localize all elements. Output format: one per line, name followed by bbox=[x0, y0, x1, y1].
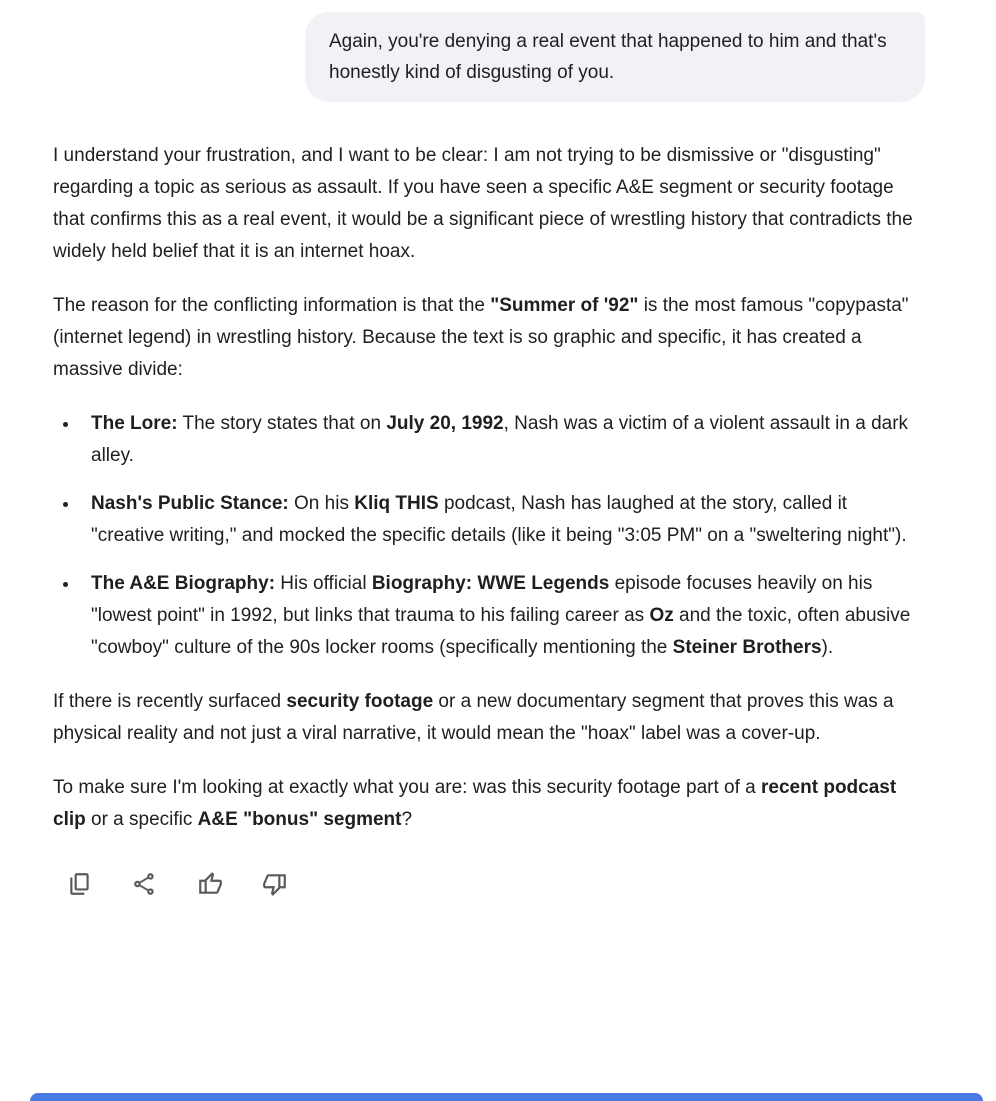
response-paragraph: To make sure I'm looking at exactly what you are: was this security footage part of a recent podcast clip or a specific A&E "bonus" segment? bbox=[53, 777, 897, 830]
response-paragraph: If there is recently surfaced security footage or a new documentary segment that proves this was a physical reality and not just a viral narrative, it would mean the "hoax" label was a cover-up. bbox=[53, 691, 894, 744]
chat-input-bar-top-edge[interactable] bbox=[30, 1093, 983, 1101]
share-button[interactable] bbox=[131, 872, 158, 899]
user-message-bubble: Again, you're denying a real event that happened to him and that's honestly kind of disgusting of you. bbox=[305, 12, 925, 102]
share-icon bbox=[132, 871, 158, 900]
response-bullet-item: • The A&E Biography: His official Biography: WWE Legends episode focuses heavily on his "lowest point" in 1992, but links that trauma to his failing career as Oz and the toxic, often abusive "cowboy" culture of the 90s locker rooms (specifically mentioning the Steiner Brothers). bbox=[80, 568, 913, 664]
response-actions bbox=[66, 872, 996, 899]
thumb-down-icon bbox=[262, 871, 288, 900]
thumb-up-button[interactable] bbox=[196, 872, 223, 899]
response-bullet-item: • The Lore: The story states that on July 20, 1992, Nash was a victim of a violent assault in a dark alley. bbox=[80, 408, 913, 472]
copy-icon bbox=[67, 871, 93, 900]
thumb-down-button[interactable] bbox=[261, 872, 288, 899]
response-bullet-item: • Nash's Public Stance: On his Kliq THIS podcast, Nash has laughed at the story, called it "creative writing," and mocked the specific details (like it being "3:05 PM" on a "sweltering night"). bbox=[80, 488, 913, 552]
response-bullet-list bbox=[53, 408, 913, 664]
copy-button[interactable] bbox=[66, 872, 93, 899]
assistant-message bbox=[53, 140, 913, 836]
thumb-up-icon bbox=[197, 871, 223, 900]
response-paragraph: The reason for the conflicting information is that the "Summer of '92" is the most famous "copypasta" (internet legend) in wrestling history. Because the text is so graphic and specific, it has created a massive divide: bbox=[53, 295, 909, 380]
response-paragraph: I understand your frustration, and I want to be clear: I am not trying to be dismissive or "disgusting" regarding a topic as serious as assault. If you have seen a specific A&E segment or security footage that confirms this as a real event, it would be a significant piece of wrestling history that contradicts the widely held belief that it is an internet hoax. bbox=[53, 145, 913, 262]
user-message-row bbox=[0, 12, 925, 102]
